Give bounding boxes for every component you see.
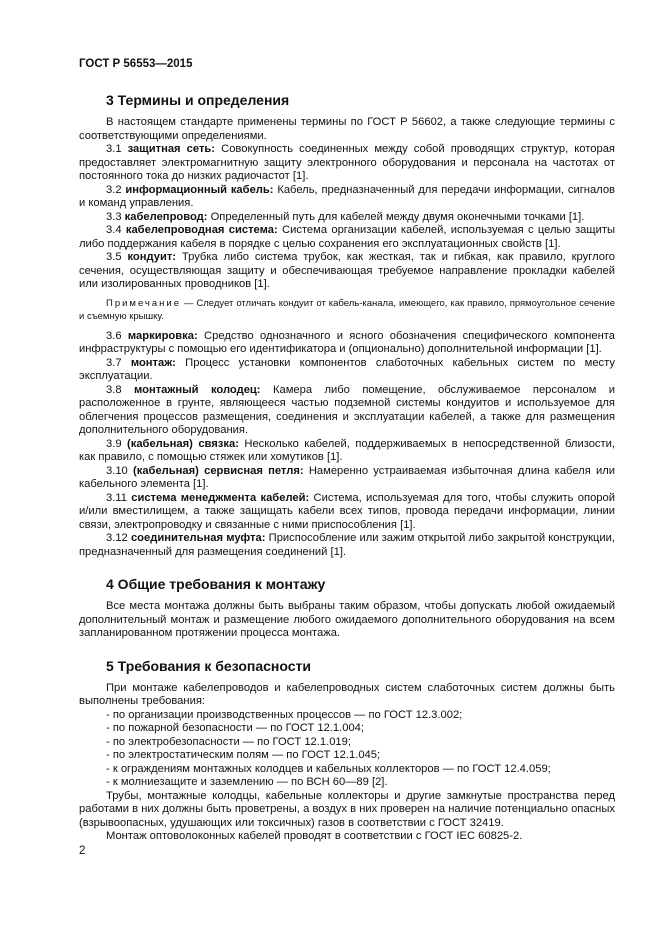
terms-list-2	[79, 330, 615, 560]
section-3	[79, 92, 615, 559]
term-number: 3.8	[106, 383, 134, 396]
section-4-title: 4 Общие требования к монтажу	[106, 576, 326, 592]
term-name: (кабельная) связка:	[127, 437, 239, 450]
document-body	[79, 92, 615, 861]
term-name: кабелепроводная система:	[125, 224, 278, 236]
term-number: 3.4	[106, 224, 126, 236]
term-entry	[79, 330, 615, 357]
term-entry	[79, 211, 615, 225]
term-definition: Определенный путь для кабелей между двумя оконечными точками [1].	[207, 210, 585, 223]
term-name: маркировка:	[127, 329, 198, 342]
document-header: ГОСТ Р 56553—2015	[79, 58, 193, 70]
term-name: монтажный колодец:	[133, 383, 261, 396]
term-definition: Намеренно устраиваемая избыточная длина кабеля или кабельного элемента [1].	[79, 464, 615, 490]
terms-list	[79, 143, 615, 292]
list-item: - по пожарной безопасности — по ГОСТ 12.1.004;	[106, 722, 365, 734]
term-definition: Система, используемая для того, чтобы служить опорой и/или вместилищем, а также защищать кабели всех типов, провода передачи информации, линии связи, электропроводку и связанные с ними приспособления [1].	[79, 491, 615, 531]
section-4-text: Все места монтажа должны быть выбраны таким образом, чтобы допускать любой ожидаемый дополнительный монтаж и размещение любого ожидаемого дополнительного оборудования на всем запланированном протяжении процесса монтажа.	[79, 600, 615, 639]
term-number: 3.2	[106, 183, 126, 196]
note-text: — Следует отличать кондуит от кабель-канала, имеющего, как правило, прямоугольное сечение и съемную крышку.	[79, 297, 615, 322]
term-definition: Трубка либо система трубок, как жесткая, так и гибкая, как правило, круглого сечения, осуществляющая защиту и обеспечивающая требуемое направление прокладки кабелей или изолированных проводников [1].	[79, 251, 615, 290]
term-name: информационный кабель:	[125, 183, 274, 196]
note-label: Примечание	[106, 297, 181, 309]
term-entry	[79, 492, 615, 533]
section-5-para2: Трубы, монтажные колодцы, кабельные коллекторы и другие замкнутые пространства перед работами в них должны быть проветрены, а воздух в них проверен на наличие потенциально опасных (взрывоопасных, удушающих или токсичных) газов в соответствии с ГОСТ 32419.	[79, 789, 615, 829]
term-definition: Процесс установки компонентов слаботочных кабельных систем по месту эксплуатации.	[79, 356, 615, 382]
list-item: - по организации производственных процессов — по ГОСТ 12.3.002;	[106, 708, 463, 721]
term-entry	[79, 143, 615, 184]
term-number: 3.11	[106, 491, 132, 504]
list-item: - по электробезопасности — по ГОСТ 12.1.019;	[106, 735, 351, 748]
term-definition: Средство однозначного и ясного обозначения специфического компонента инфраструктуры с помощью его идентификатора и (опционально) дополнительной информации [1].	[79, 329, 615, 355]
term-definition: Приспособление или зажим открытой либо закрытой конструкции, предназначенный для размещения соединений [1].	[79, 532, 615, 558]
list-item: - к молниезащите и заземлению — по ВСН 60—89 [2].	[106, 776, 388, 788]
term-entry	[79, 184, 615, 211]
requirements-list	[79, 709, 615, 790]
page-number: 2	[79, 845, 86, 857]
list-item: - к ограждениям монтажных колодцев и кабельных коллекторов — по ГОСТ 12.4.059;	[106, 762, 551, 775]
term-number: 3.7	[106, 356, 131, 369]
term-definition: Система организации кабелей, используемая с целью защиты либо поддержания кабеля в порядке с целью сохранения его эксплуатационных свойств [1].	[79, 224, 615, 250]
term-definition: Несколько кабелей, поддерживаемых в непосредственной близости, как правило, с помощью стяжек или хомутиков [1].	[79, 437, 615, 463]
term-number: 3.9	[106, 437, 127, 450]
term-number: 3.1	[106, 143, 128, 155]
term-name: монтаж:	[130, 356, 176, 369]
section-5-intro: При монтаже кабелепроводов и кабелепроводных систем слаботочных систем должны быть выполнены требования:	[79, 681, 615, 707]
term-entry	[79, 438, 615, 465]
term-name: система менеджмента кабелей:	[131, 491, 310, 504]
section-3-title: 3 Термины и определения	[106, 92, 290, 108]
term-number: 3.3	[106, 210, 125, 223]
term-entry	[79, 465, 615, 492]
section-3-intro: В настоящем стандарте применены термины по ГОСТ Р 56602, а также следующие термины с соответствующими определениями.	[79, 116, 615, 142]
term-definition: Совокупность соединенных между собой проводящих структур, которая предоставляет электромагнитную защиту электронного оборудования и персонала на частотах от постоянного тока до низких радиочастот [1].	[79, 143, 615, 182]
term-name: кондуит:	[127, 251, 177, 263]
term-entry	[79, 532, 615, 559]
term-entry	[79, 224, 615, 251]
section-5	[79, 658, 615, 844]
term-number: 3.10	[106, 464, 133, 477]
term-name: кабелепровод:	[124, 210, 208, 223]
term-name: соединительная муфта:	[130, 532, 266, 544]
term-name: защитная сеть:	[127, 143, 216, 155]
term-definition: Камера либо помещение, обслуживаемое персоналом и расположенное в грунте, являющееся частью подземной системы кондуитов и используемое для облегчения процессов размещения, соединения и эксплуатации кабелей, а также для размещения дополнительного оборудования.	[79, 383, 615, 436]
term-number: 3.12	[106, 532, 131, 544]
term-definition: Кабель, предназначенный для передачи информации, сигналов и команд управления.	[79, 183, 615, 209]
list-item: - по электростатическим полям — по ГОСТ 12.1.045;	[106, 749, 381, 761]
term-entry	[79, 251, 615, 292]
term-number: 3.6	[106, 329, 128, 342]
term-number: 3.5	[106, 251, 128, 263]
section-4	[79, 576, 615, 641]
term-entry	[79, 384, 615, 438]
section-5-title: 5 Требования к безопасности	[106, 657, 311, 674]
note	[79, 297, 615, 323]
term-name: (кабельная) сервисная петля:	[133, 464, 304, 477]
section-5-para3: Монтаж оптоволоконных кабелей проводят в соответствии с ГОСТ IEC 60825-2.	[106, 830, 523, 842]
term-entry	[79, 357, 615, 384]
